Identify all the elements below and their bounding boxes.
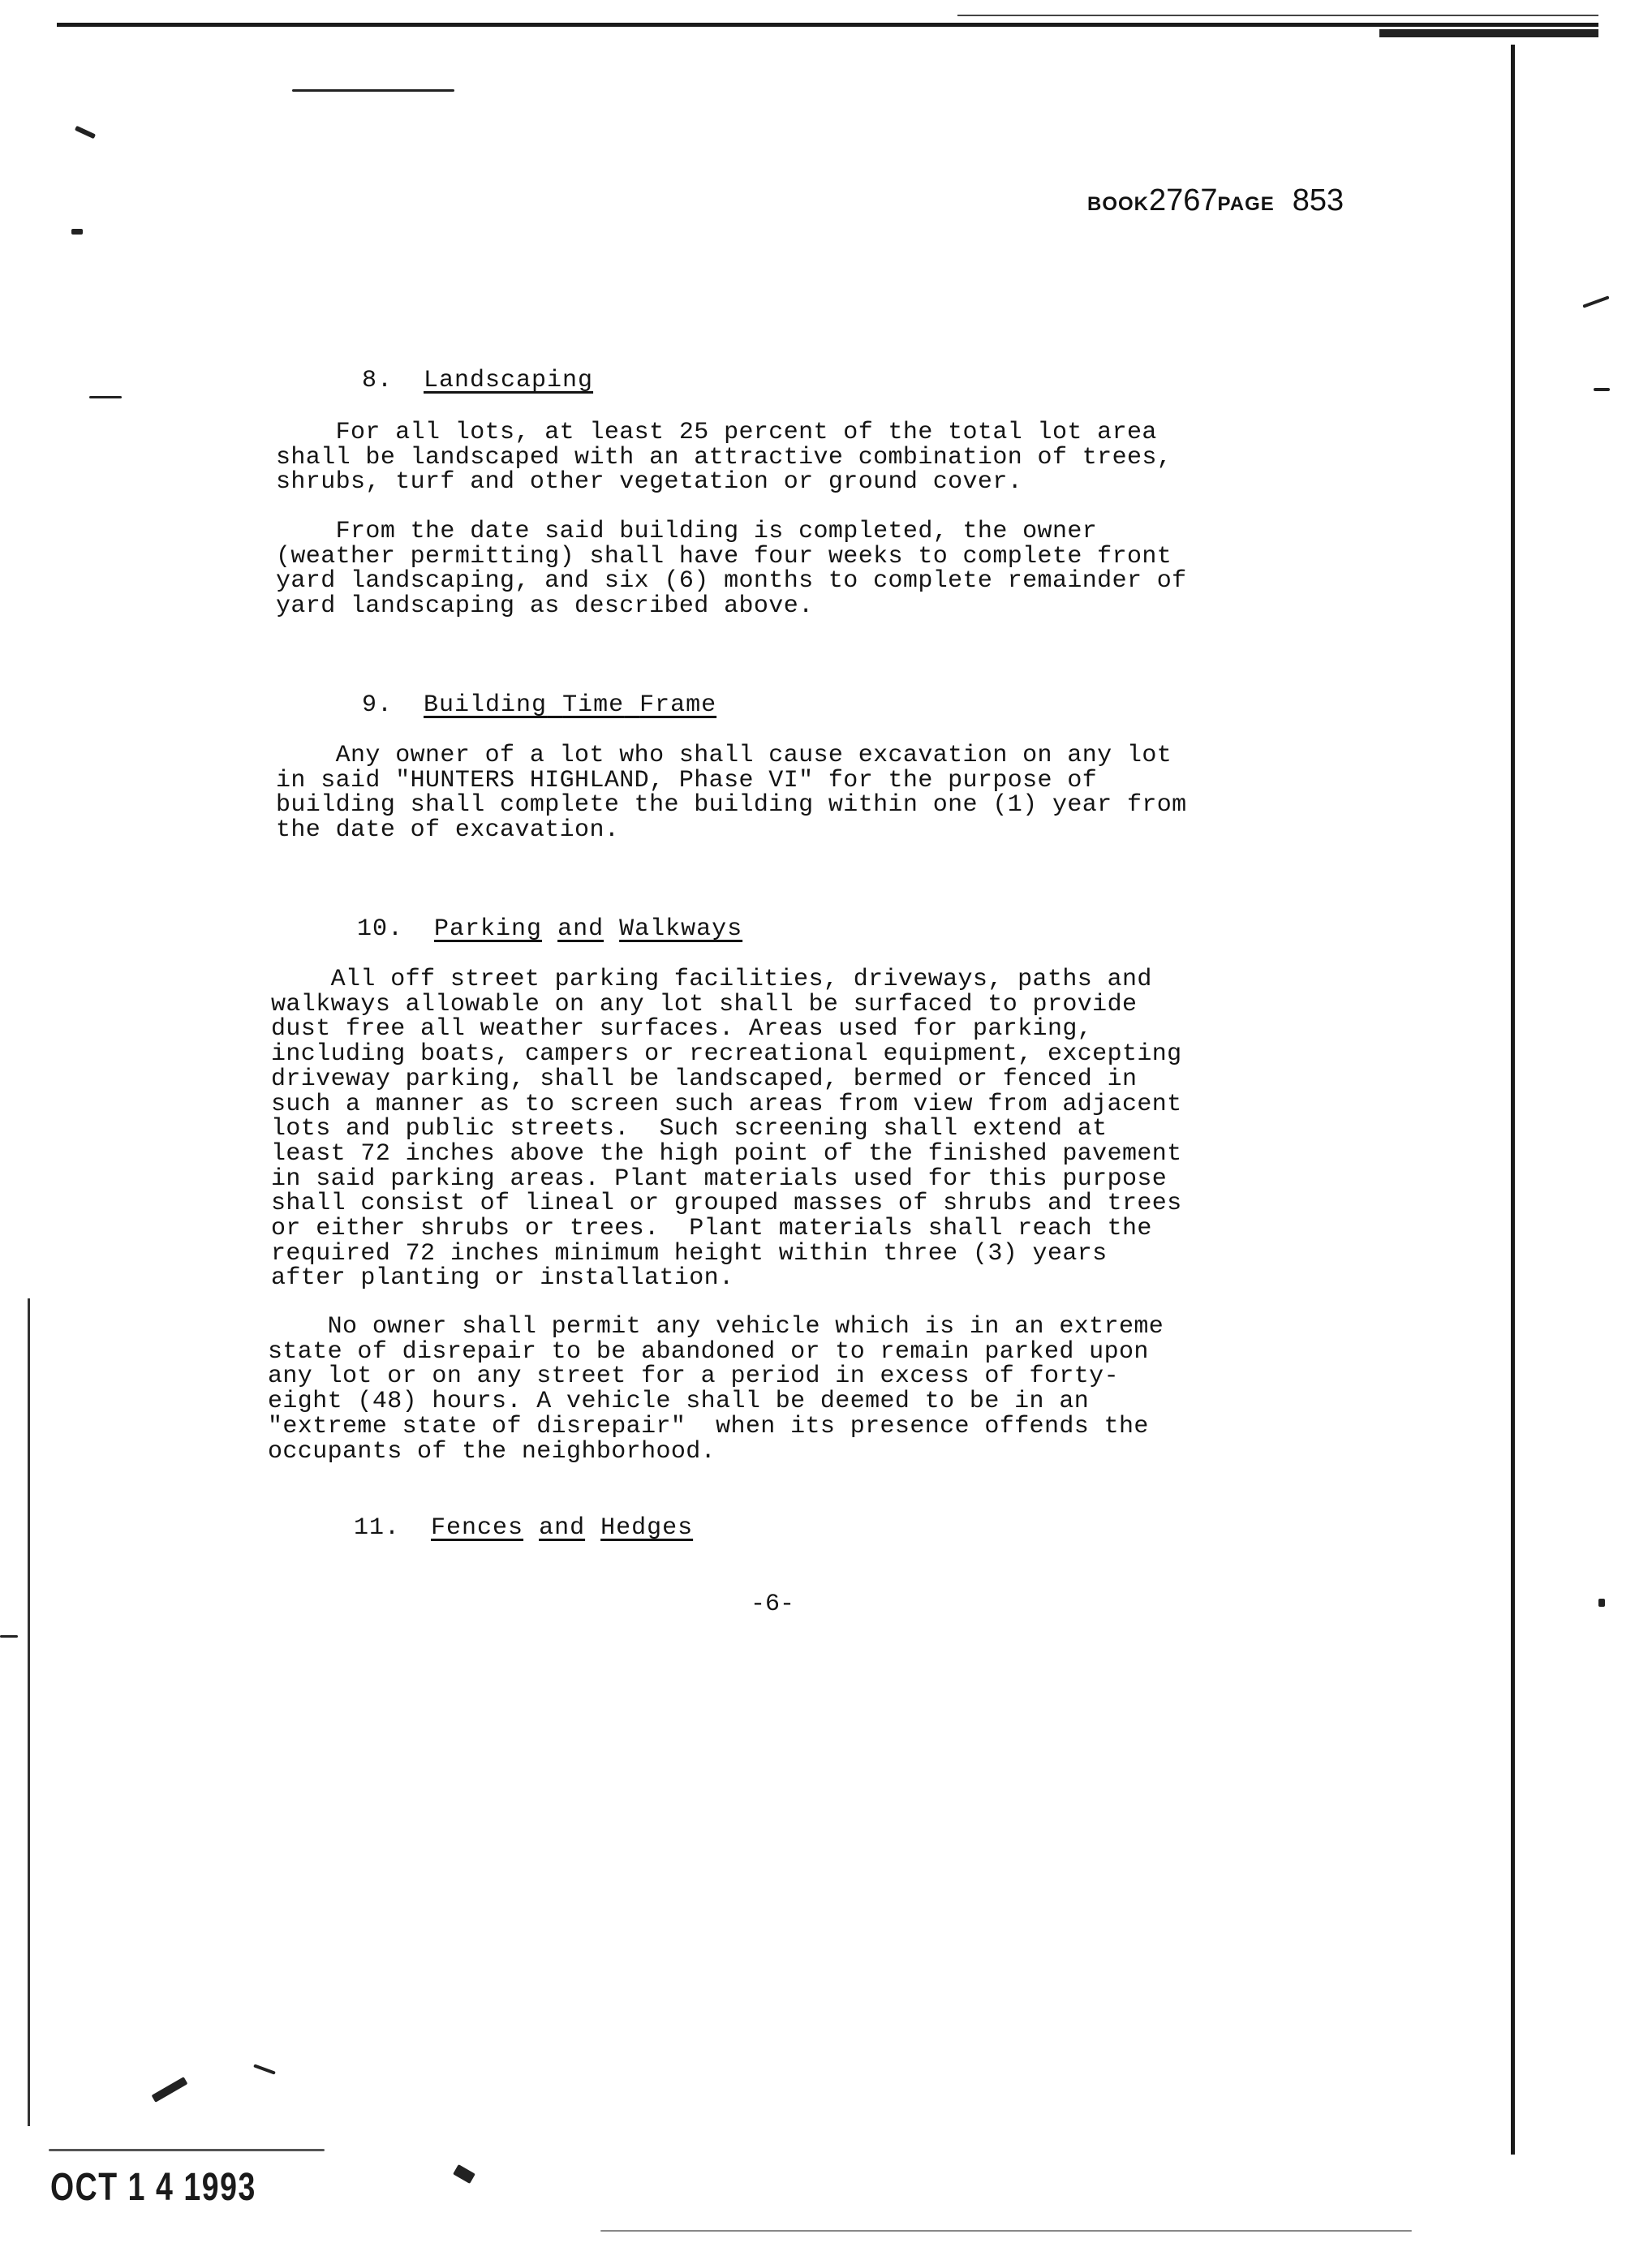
paragraph: Any owner of a lot who shall cause excavation on any lot in said "HUNTERS HIGHLAND, Phase VI" for the purpose of building shall complete the building within one (1) year from the date of excavation. <box>276 742 1187 845</box>
scan-border-top-heavy <box>1379 29 1598 37</box>
section-title-word: Fences <box>431 1514 524 1542</box>
section-heading <box>354 1514 693 1542</box>
paragraph: No owner shall permit any vehicle which is in an extreme state of disrepair to be abandoned or to remain parked upon any lot or on any street for a period in excess of forty- eight (48) hours. A vehicle shall be deemed to be in an "extreme state of disrepair" when its presence offends the occupants of the neighborhood. <box>268 1313 1164 1466</box>
page-label: PAGE <box>1217 193 1275 215</box>
paragraph: From the date said building is completed, the owner (weather permitting) shall have four weeks to complete front yard landscaping, and six (6) months to complete remainder of yard landscaping as described above. <box>276 518 1187 621</box>
scan-speck <box>71 229 83 235</box>
section-title-word: and <box>539 1514 586 1542</box>
scan-speck <box>1594 388 1610 391</box>
section-number: 10. <box>357 915 404 943</box>
scan-speck <box>1582 295 1609 308</box>
book-page-reference <box>1087 183 1344 218</box>
book-label: BOOK <box>1087 193 1149 215</box>
scan-speck <box>600 2230 1412 2232</box>
section-title-word: Landscaping <box>424 367 594 394</box>
page-number: 853 <box>1292 183 1344 217</box>
section-title-word: Building <box>424 691 548 719</box>
scan-speck <box>0 1635 18 1638</box>
section-number: 11. <box>354 1514 401 1542</box>
paragraph: For all lots, at least 25 percent of the total lot area shall be landscaped with an attractive combination of trees, shrubs, turf and other vegetation or ground cover. <box>276 419 1172 497</box>
section-title-word: Walkways <box>619 915 743 943</box>
page-marker: -6- <box>751 1591 795 1618</box>
scan-speck <box>292 89 454 92</box>
scan-speck <box>152 2077 188 2103</box>
section-heading <box>362 691 716 719</box>
paragraph: All off street parking facilities, driveways, paths and walkways allowable on any lot shall be surfaced to provide dust free all weather surfaces. Areas used for parking, including boats, campers or recreational equipment, excepting driveway parking, shall be landscaped, bermed or fenced in such a manner as to screen such areas from view from adjacent lots and public streets. Such screening shall extend at least 72 inches above the high point of the finished pavement in said parking areas. Plant materials used for this purpose shall consist of lineal or grouped masses of shrubs and trees or either shrubs or trees. Plant materials shall reach the required 72 inches minimum height within three (3) years after planting or installation. <box>271 966 1182 1293</box>
scan-border-top <box>57 23 1598 27</box>
section-heading <box>357 915 742 943</box>
section-title-word: and <box>557 915 604 943</box>
scan-speck <box>253 2064 276 2074</box>
scan-speck <box>75 126 96 139</box>
section-title-word: Hedges <box>600 1514 694 1542</box>
section-title-word: Frame <box>639 691 717 719</box>
date-stamp: OCT 1 4 1993 <box>50 2166 256 2209</box>
section-title-word: Time <box>562 691 625 719</box>
scan-speck <box>49 2149 325 2151</box>
section-number: 9. <box>362 691 394 719</box>
scan-speck <box>1598 1599 1605 1607</box>
scan-speck <box>453 2164 475 2184</box>
scan-border-left <box>28 1298 30 2126</box>
section-number: 8. <box>362 367 394 394</box>
section-title-word: Parking <box>434 915 543 943</box>
section-heading <box>362 367 593 394</box>
scan-border-top-thin <box>957 15 1598 16</box>
scan-speck <box>89 396 122 398</box>
scan-border-right <box>1511 45 1515 2155</box>
book-number: 2767 <box>1149 183 1218 217</box>
